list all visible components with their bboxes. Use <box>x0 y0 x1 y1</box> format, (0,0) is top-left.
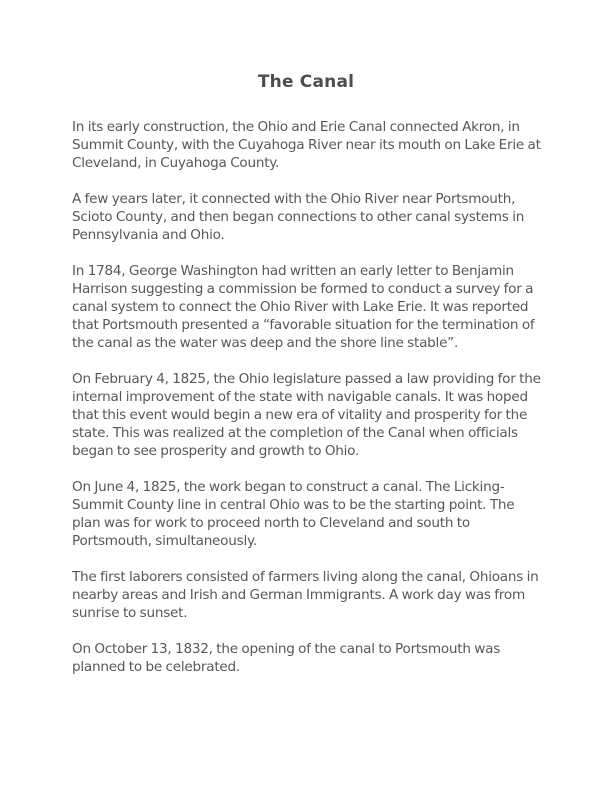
paragraph: A few years later, it connected with the Ohio River near Portsmouth, Scioto County, and then began connections to other canal systems in Pennsylvania and Ohio. <box>72 191 525 243</box>
page-title: The Canal <box>257 72 355 92</box>
paragraph: The first laborers consisted of farmers living along the canal, Ohioans in nearby areas and Irish and German Immigrants. A work day was from sunrise to sunset. <box>72 569 539 621</box>
paragraph: In its early construction, the Ohio and Erie Canal connected Akron, in Summit County, with the Cuyahoga River near its mouth on Lake Erie at Cleveland, in Cuyahoga County. <box>72 119 541 171</box>
paragraph: On October 13, 1832, the opening of the canal to Portsmouth was planned to be celebrated. <box>72 641 501 675</box>
paragraph: On February 4, 1825, the Ohio legislature passed a law providing for the internal improvement of the state with navigable canals. It was hoped that this event would begin a new era of vitality and prosperity for the state. This was realized at the completion of the Canal when officials began to see prosperity and growth to Ohio. <box>72 371 541 459</box>
paragraph: On June 4, 1825, the work began to construct a canal. The Licking-Summit County line in central Ohio was to be the starting point. The plan was for work to proceed north to Cleveland and south to Portsmouth, simultaneously. <box>72 479 515 549</box>
document-body <box>72 118 542 694</box>
paragraph: In 1784, George Washington had written an early letter to Benjamin Harrison suggesting a commission be formed to conduct a survey for a canal system to connect the Ohio River with Lake Erie. It was reported that Portsmouth presented a “favorable situation for the termination of the canal as the water was deep and the shore line stable”. <box>72 263 535 351</box>
